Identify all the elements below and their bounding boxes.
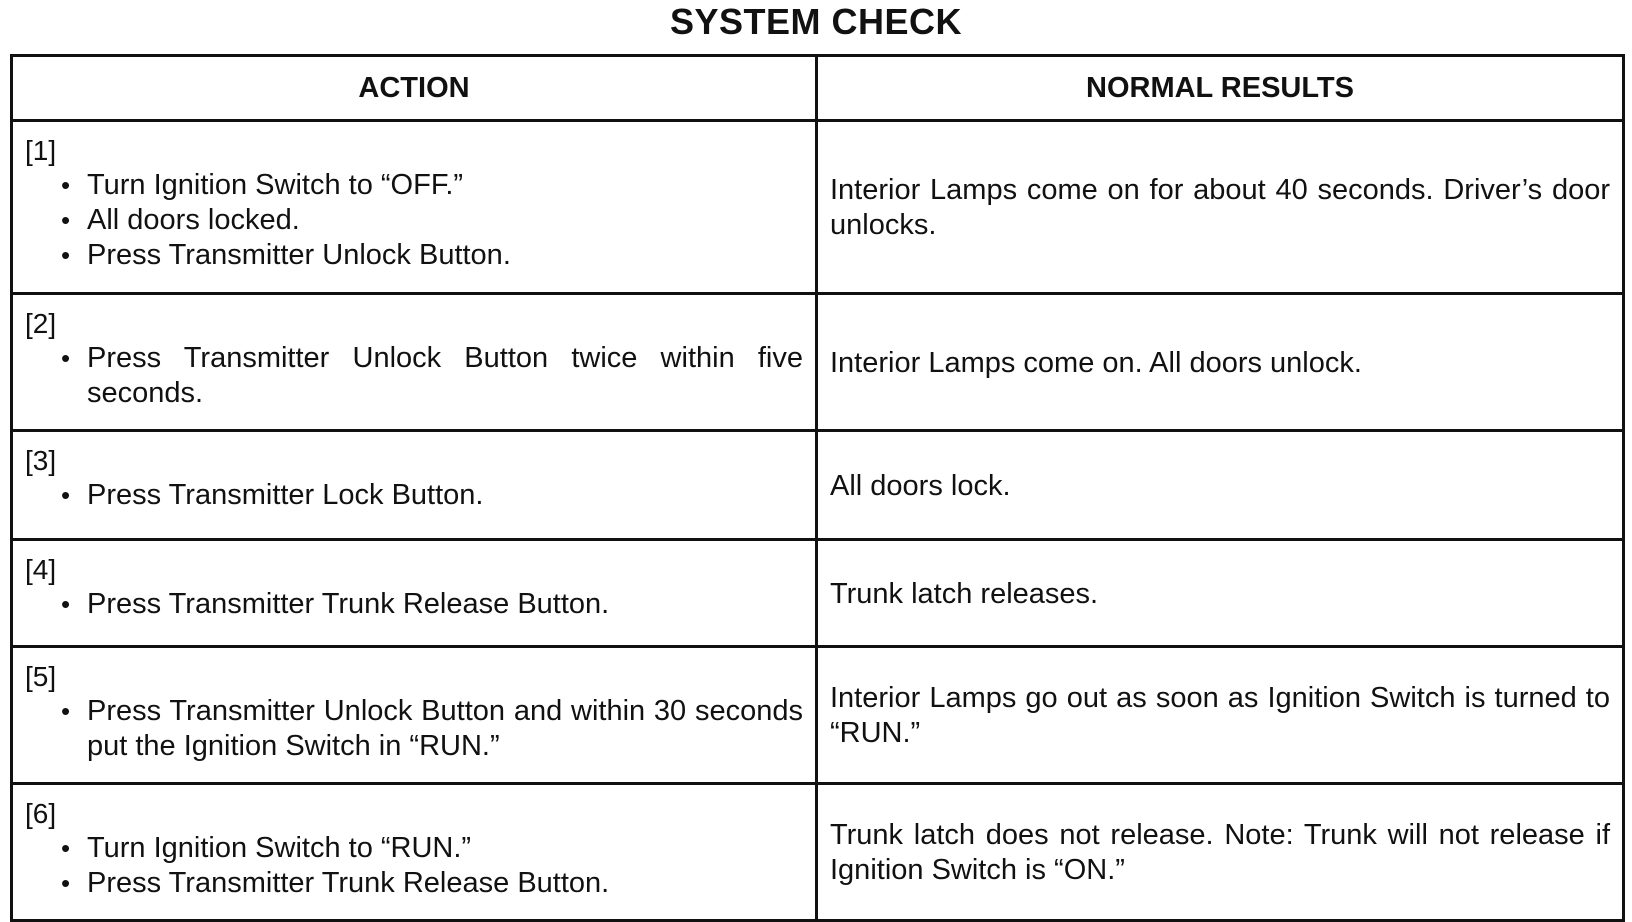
system-check-table xyxy=(10,54,1625,922)
action-list xyxy=(25,478,803,513)
result-cell: Trunk latch does not release. Note: Trunk will not release if Ignition Switch is “ON.” xyxy=(817,784,1624,921)
action-cell xyxy=(12,294,817,431)
table-row xyxy=(12,784,1624,921)
bullet-icon: • xyxy=(61,205,71,235)
bullet-icon: • xyxy=(61,240,71,270)
result-cell: Interior Lamps come on. All doors unlock. xyxy=(817,294,1624,431)
bullet-icon: • xyxy=(61,343,71,373)
action-item: • Turn Ignition Switch to “OFF.” xyxy=(61,169,464,201)
bullet-icon: • xyxy=(61,589,71,619)
action-item: • Press Transmitter Trunk Release Button. xyxy=(61,588,610,620)
page-title: SYSTEM CHECK xyxy=(669,1,963,42)
step-number: [5] xyxy=(25,661,57,692)
step-number: [2] xyxy=(25,308,57,339)
table-row xyxy=(12,647,1624,784)
action-item: • Press Transmitter Unlock Button twice within five seconds. xyxy=(61,342,803,409)
action-cell xyxy=(12,647,817,784)
action-cell xyxy=(12,784,817,921)
table-row xyxy=(12,540,1624,647)
table-row xyxy=(12,294,1624,431)
table-row xyxy=(12,121,1624,294)
step-number: [6] xyxy=(25,798,57,829)
action-cell xyxy=(12,121,817,294)
action-item: • All doors locked. xyxy=(61,204,300,236)
action-list xyxy=(25,587,803,622)
action-item: • Press Transmitter Lock Button. xyxy=(61,479,484,511)
table-header-row xyxy=(12,56,1624,121)
bullet-icon: • xyxy=(61,833,71,863)
bullet-icon: • xyxy=(61,480,71,510)
step-number: [1] xyxy=(25,135,57,166)
action-cell xyxy=(12,431,817,540)
action-list xyxy=(25,168,803,273)
result-cell: Interior Lamps go out as soon as Ignition Switch is turned to “RUN.” xyxy=(817,647,1624,784)
result-cell: Interior Lamps come on for about 40 seconds. Driver’s door unlocks. xyxy=(817,121,1624,294)
normal-results-column-header: NORMAL RESULTS xyxy=(817,56,1624,121)
action-cell xyxy=(12,540,817,647)
bullet-icon: • xyxy=(61,868,71,898)
result-cell: Trunk latch releases. xyxy=(817,540,1624,647)
action-list xyxy=(25,341,803,411)
action-item: • Press Transmitter Unlock Button and within 30 seconds put the Ignition Switch in “RUN.” xyxy=(61,695,803,762)
bullet-icon: • xyxy=(61,696,71,726)
step-number: [4] xyxy=(25,554,57,585)
table-row xyxy=(12,431,1624,540)
action-item: • Turn Ignition Switch to “RUN.” xyxy=(61,832,472,864)
step-number: [3] xyxy=(25,445,57,476)
action-list xyxy=(25,694,803,764)
action-item: • Press Transmitter Trunk Release Button. xyxy=(61,867,610,899)
result-cell: All doors lock. xyxy=(817,431,1624,540)
action-column-header: ACTION xyxy=(12,56,817,121)
action-item: • Press Transmitter Unlock Button. xyxy=(61,239,511,271)
action-list xyxy=(25,831,803,901)
bullet-icon: • xyxy=(61,170,71,200)
